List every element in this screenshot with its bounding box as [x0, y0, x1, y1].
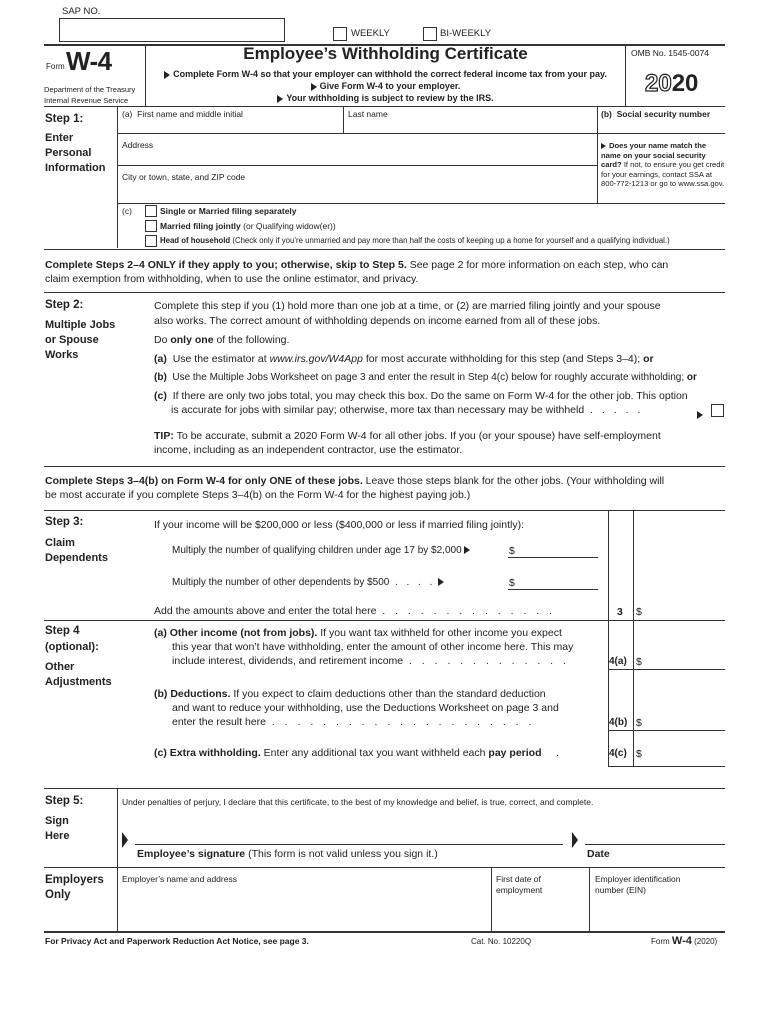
- first-date-input[interactable]: [492, 898, 588, 929]
- employee-signature-field[interactable]: [135, 826, 563, 845]
- dollar-sign: $: [636, 656, 642, 668]
- step3-total-line: Add the amounts above and enter the total here . . . . . . . . . . . . . .: [154, 605, 556, 617]
- step2c-arrow-icon: [697, 406, 706, 424]
- step3-subtitle: Claim Dependents: [45, 537, 108, 564]
- signature-arrow-icon: [122, 832, 128, 848]
- form-number: W-4: [66, 46, 112, 76]
- married-jointly-checkbox[interactable]: [145, 220, 157, 232]
- instruction-1: Complete Form W-4 so that your employer can withhold the correct federal income tax from your pay.: [146, 69, 625, 79]
- department: Department of the Treasury: [44, 85, 136, 94]
- deductions-input[interactable]: [645, 715, 723, 729]
- step1-subtitle: Enter Personal Information: [45, 132, 106, 174]
- dollar-sign: $: [509, 577, 515, 589]
- step1-title: Step 1:: [45, 113, 84, 125]
- step4a-line-1: (a) Other income (not from jobs). If you want tax withheld for other income you expect: [154, 627, 562, 639]
- step2-tip-cont: income, including as an independent contractor, use the estimator.: [154, 444, 463, 456]
- step5-title: Step 5:: [45, 795, 84, 807]
- form-title: Employee’s Withholding Certificate: [243, 44, 528, 63]
- other-income-input[interactable]: [645, 654, 723, 668]
- ssn-input[interactable]: [598, 120, 724, 133]
- other-dependents-amount-input[interactable]: [518, 575, 598, 588]
- signature-label: Employee’s signature (This form is not valid unless you sign it.): [137, 848, 438, 860]
- filing-status-label: (c): [122, 206, 132, 216]
- instruction-2: Give Form W-4 to your employer.: [146, 81, 625, 91]
- dollar-sign: $: [636, 606, 642, 618]
- biweekly-label: BI-WEEKLY: [440, 28, 492, 39]
- address-label: Address: [122, 140, 154, 150]
- last-name-label: Last name: [348, 109, 388, 119]
- step4-subtitle: (optional): Other Adjustments: [45, 641, 112, 688]
- address-input[interactable]: [118, 150, 596, 164]
- step3-title: Step 3:: [45, 516, 84, 528]
- step5-subtitle: Sign Here: [45, 815, 70, 842]
- perjury-statement: Under penalties of perjury, I declare that this certificate, to the best of my knowledge and belief, is true, correct, and complete.: [122, 797, 594, 807]
- ein-input[interactable]: [590, 898, 724, 929]
- step4c-box-number: 4(c): [609, 748, 627, 759]
- complete-steps-2-4-notice-cont: claim exemption from withholding, when to use the online estimator, and privacy.: [45, 273, 419, 285]
- children-amount-input[interactable]: [518, 543, 598, 556]
- step2-option-a: (a) Use the estimator at www.irs.gov/W4App for most accurate withholding for this step (and Steps 3–4); or: [154, 353, 654, 365]
- step3-children-line: Multiply the number of qualifying children under age 17 by $2,000: [172, 545, 473, 556]
- single-label: Single or Married filing separately: [160, 206, 297, 216]
- last-name-input[interactable]: [344, 119, 596, 132]
- step2-para-2: also works. The correct amount of withholding depends on income earned from all of these jobs.: [154, 315, 601, 327]
- ssn-label: (b) Social security number: [601, 109, 711, 119]
- step3-other-dependents-line: Multiply the number of other dependents by $500 . . . .: [172, 577, 447, 588]
- step2-para-1: Complete this step if you (1) hold more than one job at a time, or (2) are married filing jointly and your spouse: [154, 300, 661, 312]
- city-input[interactable]: [118, 183, 596, 197]
- step4a-line-3: include interest, dividends, and retirement income . . . . . . . . . . . . .: [172, 655, 570, 667]
- extra-withholding-input[interactable]: [645, 746, 723, 760]
- form-word: Form: [46, 62, 65, 71]
- ssn-note: Does your name match the name on your social security card? If not, to ensure you get credit for your earnings, contact SSA at 800-772-1213 or go to www.ssa.gov.: [601, 141, 725, 188]
- date-arrow-icon: [572, 832, 578, 848]
- employer-name-address-input[interactable]: [118, 885, 490, 929]
- first-date-label: First date of employment: [496, 874, 543, 895]
- married-jointly-label: Married filing jointly (or Qualifying widow(er)): [160, 221, 336, 231]
- sap-number-input[interactable]: [59, 18, 285, 42]
- signature-date-field[interactable]: [585, 826, 725, 845]
- head-of-household-checkbox[interactable]: [145, 235, 157, 247]
- privacy-notice: For Privacy Act and Paperwork Reduction Act Notice, see page 3.: [45, 936, 309, 946]
- two-jobs-checkbox[interactable]: [711, 404, 724, 417]
- instruction-3: Your withholding is subject to review by the IRS.: [146, 93, 625, 103]
- step4a-box-number: 4(a): [609, 656, 627, 667]
- date-label: Date: [587, 848, 610, 860]
- tax-year: 2020: [645, 70, 699, 97]
- step2-option-c: (c) If there are only two jobs total, you may check this box. Do the same on Form W-4 for the other job. This option: [154, 390, 688, 402]
- step4c-line: (c) Extra withholding. Enter any additional tax you want withheld each pay period .: [154, 747, 560, 759]
- step4b-line-3: enter the result here . . . . . . . . . . . . . . . . . . . . .: [172, 716, 535, 728]
- complete-steps-2-4-notice: Complete Steps 2–4 ONLY if they apply to you; otherwise, skip to Step 5. See page 2 for more information on each step, who can: [45, 259, 669, 271]
- step2-do-only: Do only one of the following.: [154, 334, 290, 346]
- sap-label: SAP NO.: [62, 6, 101, 17]
- city-label: City or town, state, and ZIP code: [122, 172, 246, 182]
- complete-steps-3-4-notice: Complete Steps 3–4(b) on Form W-4 for only ONE of these jobs. Leave those steps blank for the other jobs. (Your withholding will: [45, 475, 665, 487]
- step4-title: Step 4: [45, 625, 80, 637]
- dollar-sign: $: [509, 545, 515, 557]
- step2-subtitle: Multiple Jobs or Spouse Works: [45, 319, 116, 361]
- step4b-line-1: (b) Deductions. If you expect to claim deductions other than the standard deduction: [154, 688, 546, 700]
- complete-steps-3-4-notice-cont: be most accurate if you complete Steps 3–4(b) on the Form W-4 for the highest paying job.): [45, 489, 471, 501]
- irs-name: Internal Revenue Service: [44, 96, 129, 105]
- catalog-number: Cat. No. 10220Q: [471, 937, 532, 946]
- employers-only-title: Employers Only: [45, 874, 104, 901]
- step2-title: Step 2:: [45, 299, 84, 311]
- single-checkbox[interactable]: [145, 205, 157, 217]
- step3-total-input[interactable]: [645, 604, 723, 619]
- dollar-sign: $: [636, 717, 642, 729]
- first-name-input[interactable]: [118, 119, 342, 132]
- employer-name-label: Employer’s name and address: [122, 874, 237, 884]
- step2-option-b: (b) Use the Multiple Jobs Worksheet on page 3 and enter the result in Step 4(c) below for roughly accurate withholding; or: [154, 372, 697, 383]
- biweekly-checkbox[interactable]: [423, 27, 437, 41]
- step4a-line-2: this year that won’t have withholding, enter the amount of other income here. This may: [172, 641, 574, 653]
- dollar-sign: $: [636, 748, 642, 760]
- weekly-checkbox[interactable]: [333, 27, 347, 41]
- omb-number: OMB No. 1545-0074: [631, 48, 709, 58]
- first-name-label: (a) First name and middle initial: [122, 109, 243, 119]
- step3-box-number: 3: [617, 606, 623, 618]
- ein-label: Employer identification number (EIN): [595, 874, 681, 895]
- footer-form-id: Form W-4 (2020): [651, 935, 718, 947]
- step4b-box-number: 4(b): [609, 717, 628, 728]
- step2-option-c-cont: is accurate for jobs with similar pay; otherwise, more tax than necessary may be withheld . . . . .: [171, 404, 644, 416]
- weekly-label: WEEKLY: [351, 28, 390, 39]
- head-of-household-label: Head of household (Check only if you’re unmarried and pay more than half the costs of keeping up a home for yourself and a qualifying individual.): [160, 236, 670, 245]
- step4b-line-2: and want to reduce your withholding, use the Deductions Worksheet on page 3 and: [172, 702, 559, 714]
- step2-tip: TIP: To be accurate, submit a 2020 Form W-4 for all other jobs. If you (or your spouse) have self-employment: [154, 430, 661, 442]
- step3-intro: If your income will be $200,000 or less ($400,000 or less if married filing jointly):: [154, 519, 525, 531]
